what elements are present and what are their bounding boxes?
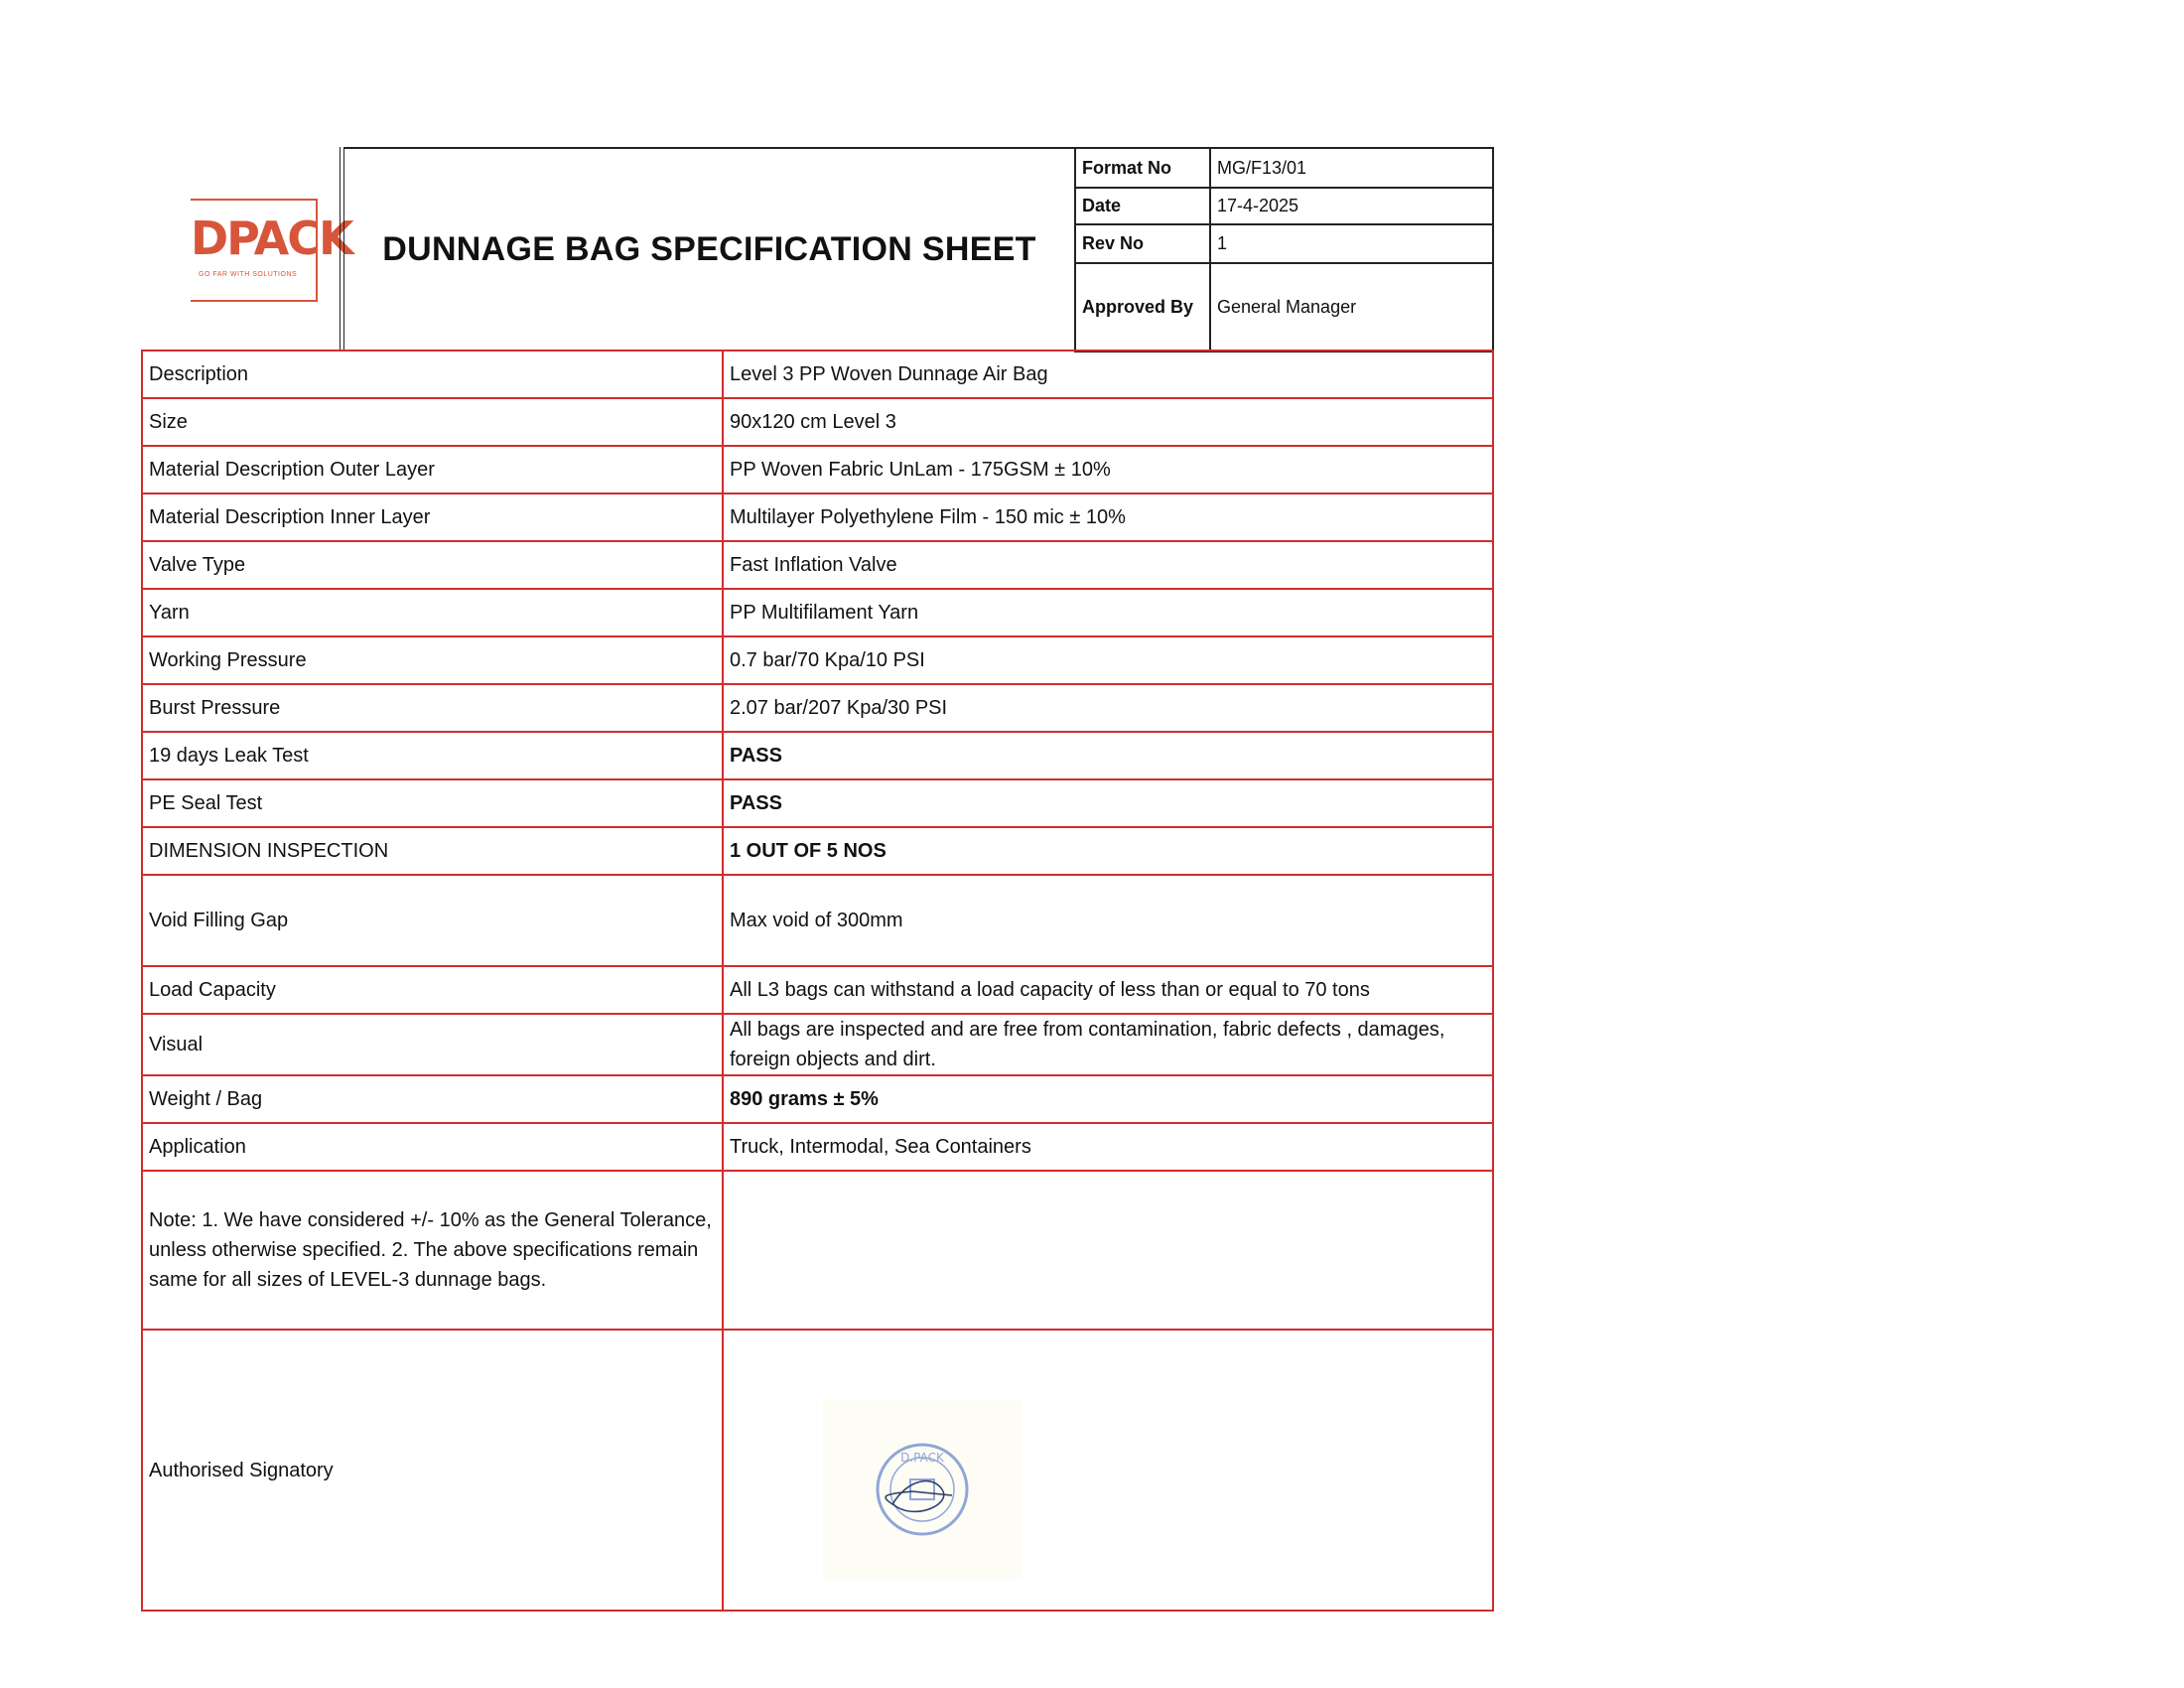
note-text: Note: 1. We have considered +/- 10% as the General Tolerance, unless otherwise specified. 2. The above specifications remain same for all sizes of LEVEL-3 dunnage bags.: [142, 1171, 723, 1330]
spec-label: Weight / Bag: [142, 1075, 723, 1123]
signatory-label: Authorised Signatory: [142, 1330, 723, 1611]
spec-value: Truck, Intermodal, Sea Containers: [723, 1123, 1493, 1171]
logo: DPACK: [191, 211, 352, 265]
spec-value: Level 3 PP Woven Dunnage Air Bag: [723, 351, 1493, 398]
spec-value: Fast Inflation Valve: [723, 541, 1493, 589]
spec-label: Yarn: [142, 589, 723, 636]
spec-value: 2.07 bar/207 Kpa/30 PSI: [723, 684, 1493, 732]
meta-table: [1074, 147, 1494, 352]
spec-label: Load Capacity: [142, 966, 723, 1014]
spec-row: [142, 732, 1493, 779]
spec-row: [142, 779, 1493, 827]
meta-row: [1075, 148, 1493, 188]
spec-value: 0.7 bar/70 Kpa/10 PSI: [723, 636, 1493, 684]
spec-row: [142, 589, 1493, 636]
note-row: [142, 1171, 1493, 1330]
spec-label: PE Seal Test: [142, 779, 723, 827]
spec-label: Material Description Inner Layer: [142, 493, 723, 541]
page-title: DUNNAGE BAG SPECIFICATION SHEET: [382, 230, 1036, 268]
meta-label: Date: [1075, 188, 1210, 224]
spec-value: PP Multifilament Yarn: [723, 589, 1493, 636]
signature-cell: [723, 1330, 1493, 1611]
spec-label: Working Pressure: [142, 636, 723, 684]
logo-cell: [141, 147, 352, 351]
spec-row: [142, 966, 1493, 1014]
signatory-row: [142, 1330, 1493, 1611]
meta-label: Rev No: [1075, 224, 1210, 263]
spec-value: All L3 bags can withstand a load capacity of less than or equal to 70 tons: [723, 966, 1493, 1014]
spec-row: [142, 351, 1493, 398]
logo-tagline: GO FAR WITH SOLUTIONS: [199, 271, 298, 278]
header-block: [141, 147, 1494, 351]
spec-label: DIMENSION INSPECTION: [142, 827, 723, 875]
meta-value: 17-4-2025: [1210, 188, 1493, 224]
company-seal-icon: [823, 1400, 1022, 1579]
spec-value: PP Woven Fabric UnLam - 175GSM ± 10%: [723, 446, 1493, 493]
spec-value: 1 OUT OF 5 NOS: [723, 827, 1493, 875]
spec-row: [142, 1075, 1493, 1123]
spec-row: [142, 875, 1493, 966]
spec-row: [142, 827, 1493, 875]
spec-row: [142, 1123, 1493, 1171]
spec-row: [142, 684, 1493, 732]
meta-value: MG/F13/01: [1210, 148, 1493, 188]
note-empty-cell: [723, 1171, 1493, 1330]
spec-row: [142, 636, 1493, 684]
spec-label: Description: [142, 351, 723, 398]
meta-value: General Manager: [1210, 263, 1493, 352]
spec-row: [142, 493, 1493, 541]
spec-row: [142, 1014, 1493, 1075]
spec-label: Application: [142, 1123, 723, 1171]
spec-label: Material Description Outer Layer: [142, 446, 723, 493]
spec-value: 90x120 cm Level 3: [723, 398, 1493, 446]
spec-value: Max void of 300mm: [723, 875, 1493, 966]
spec-label: Valve Type: [142, 541, 723, 589]
meta-row: [1075, 188, 1493, 224]
meta-value: 1: [1210, 224, 1493, 263]
title-cell: [344, 147, 1074, 351]
spec-value: PASS: [723, 732, 1493, 779]
spec-label: Visual: [142, 1014, 723, 1075]
seal-text: D.PACK: [900, 1451, 944, 1465]
spec-value: All bags are inspected and are free from contamination, fabric defects , damages, foreign objects and dirt.: [723, 1014, 1493, 1075]
spec-label: Void Filling Gap: [142, 875, 723, 966]
spec-value: PASS: [723, 779, 1493, 827]
spec-label: Size: [142, 398, 723, 446]
spec-row: [142, 446, 1493, 493]
meta-label: Format No: [1075, 148, 1210, 188]
spec-value: Multilayer Polyethylene Film - 150 mic ± 10%: [723, 493, 1493, 541]
meta-row: [1075, 263, 1493, 352]
meta-row: [1075, 224, 1493, 263]
spec-value: 890 grams ± 5%: [723, 1075, 1493, 1123]
spec-label: Burst Pressure: [142, 684, 723, 732]
spec-table: [141, 350, 1494, 1612]
spec-row: [142, 541, 1493, 589]
spec-label: 19 days Leak Test: [142, 732, 723, 779]
spec-row: [142, 398, 1493, 446]
meta-label: Approved By: [1075, 263, 1210, 352]
